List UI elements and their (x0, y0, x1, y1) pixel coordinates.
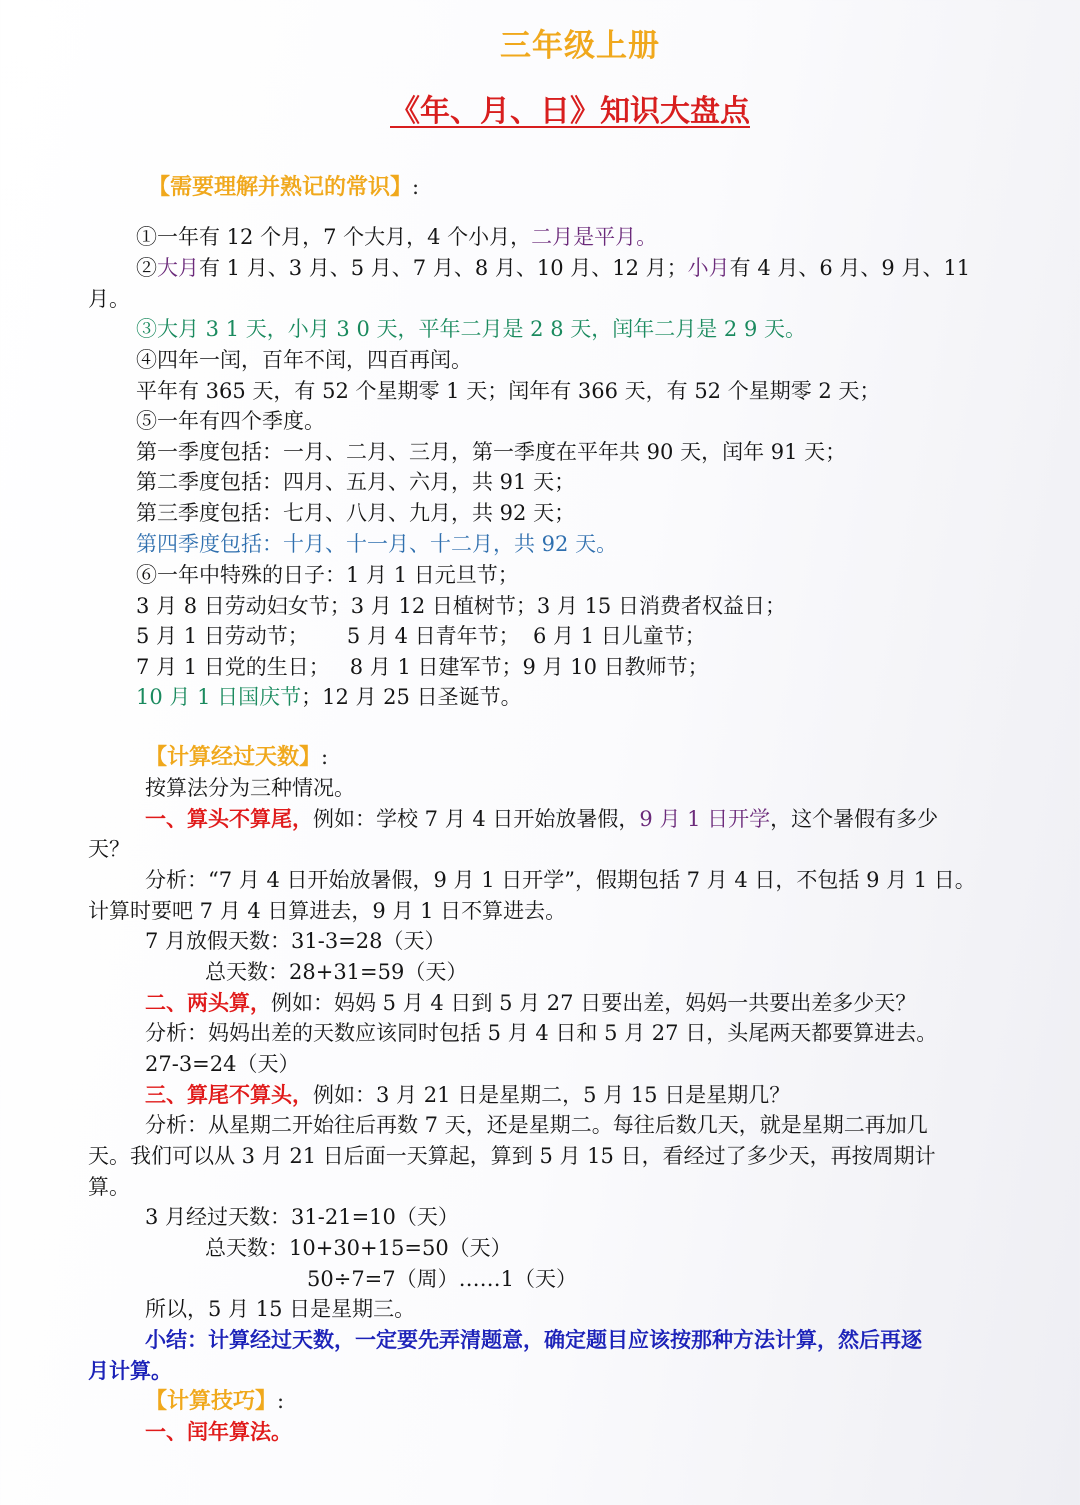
special-days-row-1: 3 月 8 日劳动妇女节；3 月 12 日植树节；3 月 15 日消费者权益日； (136, 594, 786, 618)
fact-4: ④四年一闰，百年不闰，四百再闰。 (136, 348, 472, 372)
heading-text: 【计算经过天数】 (145, 745, 322, 770)
special-days-row-4 (136, 682, 522, 712)
fact-6: ⑥一年中特殊的日子：1 月 1 日元旦节； (136, 563, 519, 587)
case-3-result: 所以，5 月 15 日是星期三。 (145, 1297, 416, 1321)
quarter-2: 第二季度包括：四月、五月、六月，共 91 天； (136, 470, 576, 494)
special-days-row-2: 5 月 1 日劳动节； 5 月 4 日青年节； 6 月 1 日儿童节； (136, 624, 706, 648)
case-3-calc-2: 总天数：10+30+15=50（天） (205, 1236, 512, 1260)
case-1-wrap: 天？ (88, 837, 130, 861)
case-2-text: 例如：妈妈 5 月 4 日到 5 月 27 日要出差，妈妈一共要出差多少天？ (271, 991, 917, 1015)
case-3-analysis: 分析：从星期二开始往后再数 7 天，还是星期二。每往后数几天，就是星期二再加几 (145, 1113, 928, 1137)
section-heading-common-knowledge (148, 172, 419, 203)
case-1-highlight: 9 月 1 日开学 (639, 807, 771, 831)
quarter-4: 第四季度包括：十月、十一月、十二月，共 92 天。 (136, 532, 618, 556)
heading-text: 【需要理解并熟记的常识】 (148, 175, 413, 200)
section-heading-calc-tips (145, 1386, 284, 1417)
case-3-text: 例如：3 月 21 日是星期二，5 月 15 日是星期几？ (313, 1083, 791, 1107)
section-heading-elapsed-days (145, 742, 328, 773)
case-3-analysis-wrap-2: 算。 (88, 1175, 130, 1199)
national-day: 10 月 1 日国庆节 (136, 685, 302, 709)
case-2 (145, 988, 916, 1018)
case-3-calc-3: 50÷7=7（周）……1（天） (307, 1267, 577, 1291)
heading-text: 【计算技巧】 (145, 1389, 278, 1414)
case-1-text: 例如：学校 7 月 4 日开始放暑假， (313, 807, 640, 831)
fact-2-wrap: 月。 (88, 287, 130, 311)
big-month-list: 有 1 月、3 月、5 月、7 月、8 月、10 月、12 月； (199, 256, 688, 280)
quarter-3: 第三季度包括：七月、八月、九月，共 92 天； (136, 501, 576, 525)
heading-colon: : (277, 1389, 285, 1413)
document-title: 《年、月、日》知识大盘点 (390, 94, 750, 129)
elapsed-intro: 按算法分为三种情况。 (145, 776, 355, 800)
case-2-calc: 27-3=24（天） (145, 1052, 300, 1076)
heading-colon: : (321, 745, 329, 769)
fact-4-detail: 平年有 365 天，有 52 个星期零 1 天；闰年有 366 天，有 52 个星期零 2 天； (136, 379, 881, 403)
case-3 (145, 1080, 790, 1110)
small-month-list: 有 4 月、6 月、9 月、11 (729, 256, 971, 280)
fact-3: ③大月 3 1 天，小月 3 0 天，平年二月是 2 8 天，闰年二月是 2 9 天。 (136, 317, 806, 341)
grade-title: 三年级上册 (500, 28, 660, 64)
fact-1-highlight: 二月是平月。 (531, 225, 658, 249)
special-days-row-3: 7 月 1 日党的生日； 8 月 1 日建军节；9 月 10 日教师节； (136, 655, 709, 679)
tip-1: 一、闰年算法。 (145, 1420, 292, 1444)
summary-wrap: 月计算。 (88, 1359, 172, 1383)
quarter-1: 第一季度包括：一月、二月、三月，第一季度在平年共 90 天，闰年 91 天； (136, 440, 847, 464)
case-1-calc-2: 总天数：28+31=59（天） (205, 960, 468, 984)
case-1 (145, 804, 938, 834)
big-month-label: 大月 (157, 256, 199, 280)
fact-5: ⑤一年有四个季度。 (136, 409, 325, 433)
fact-2 (136, 253, 970, 283)
christmas-day: ；12 月 25 日圣诞节。 (301, 685, 522, 709)
case-1-label: 一、算头不算尾， (145, 807, 313, 831)
case-1-analysis: 分析：“7 月 4 日开始放暑假，9 月 1 日开学”，假期包括 7 月 4 日，不包括 9 月 1 日。 (145, 868, 976, 892)
summary: 小结：计算经过天数，一定要先弄清题意，确定题目应该按那种方法计算，然后再逐 (145, 1328, 922, 1352)
case-3-calc-1: 3 月经过天数：31-21=10（天） (145, 1205, 459, 1229)
heading-colon: : (412, 175, 420, 199)
case-1-text-end: ，这个暑假有多少 (770, 807, 939, 831)
fact-1 (136, 222, 657, 252)
case-2-label: 二、两头算， (145, 991, 271, 1015)
fact-1-text: ①一年有 12 个月，7 个大月，4 个小月， (136, 225, 532, 249)
fact-2-number: ② (136, 256, 157, 280)
case-1-analysis-wrap: 计算时要吧 7 月 4 日算进去，9 月 1 日不算进去。 (88, 899, 567, 923)
case-3-label: 三、算尾不算头， (145, 1083, 313, 1107)
case-2-analysis: 分析：妈妈出差的天数应该同时包括 5 月 4 日和 5 月 27 日，头尾两天都要算进去。 (145, 1021, 938, 1045)
case-3-analysis-wrap-1: 天。我们可以从 3 月 21 日后面一天算起，算到 5 月 15 日，看经过了多少天，再按周期计 (88, 1144, 936, 1168)
case-1-calc-1: 7 月放假天数：31-3=28（天） (145, 929, 446, 953)
small-month-label: 小月 (687, 256, 730, 280)
